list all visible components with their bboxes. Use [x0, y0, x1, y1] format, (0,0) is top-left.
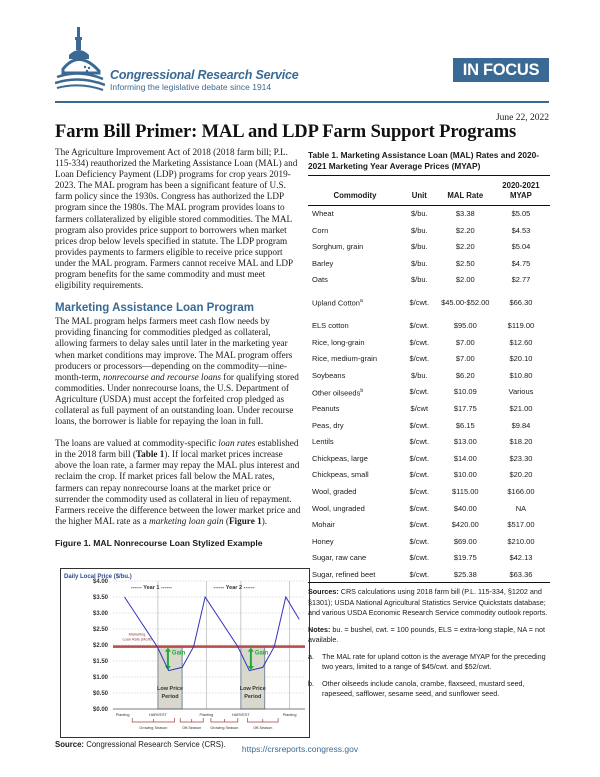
figure-title: Figure 1. MAL Nonrecourse Loan Stylized Example	[55, 537, 263, 548]
cell-commodity: ELS cotton	[312, 321, 349, 331]
table-1-reference: Table 1	[135, 449, 165, 460]
cell-mal-rate: $10.09	[453, 387, 477, 397]
cell-unit: $/cwt.	[409, 387, 430, 397]
svg-text:Low Price: Low Price	[157, 685, 184, 692]
cell-unit: $/cwt.	[409, 298, 430, 308]
period-label: Off-Season	[182, 726, 202, 730]
cell-commodity: Peanuts	[312, 403, 340, 413]
table-row	[308, 367, 550, 384]
table-row	[308, 467, 550, 484]
cell-mal-rate: $40.00	[453, 503, 477, 513]
header-divider	[55, 101, 549, 103]
col-commodity: Commodity	[308, 176, 400, 206]
cell-myap: $210.00	[507, 536, 535, 546]
cell-mal-rate: $2.20	[455, 225, 475, 235]
mal-rates-table	[308, 176, 550, 583]
cell-unit: $/bu.	[410, 258, 428, 268]
y-tick-label: $3.00	[92, 611, 108, 617]
cell-commodity: Chickpeas, large	[312, 453, 368, 463]
cell-commodity: Wheat	[312, 209, 334, 219]
table-row	[308, 288, 550, 317]
y-tick-label: $2.50	[92, 627, 108, 633]
table-row	[308, 206, 550, 223]
page-title: Farm Bill Primer: MAL and LDP Farm Support Programs	[55, 122, 517, 142]
col-mal-rate: MAL Rate	[439, 176, 492, 206]
cell-commodity: Sorghum, grain	[312, 242, 364, 252]
cell-mal-rate: $6.15	[455, 420, 475, 430]
cell-unit: $/cwt.	[409, 420, 430, 430]
cell-unit: $/cwt.	[409, 503, 430, 513]
cell-unit: $/bu.	[410, 225, 428, 235]
cell-mal-rate: $7.00	[455, 337, 475, 347]
cell-commodity: Rice, long-grain	[312, 337, 365, 347]
cell-mal-rate: $19.75	[453, 553, 477, 563]
cell-unit: $/cwt.	[409, 337, 430, 347]
table-row	[308, 222, 550, 239]
cell-commodity: Soybeans	[312, 370, 346, 380]
cell-commodity: Sugar, raw cane	[312, 553, 367, 563]
cell-unit: $/bu.	[410, 370, 428, 380]
figure-1-reference: Figure 1	[228, 515, 262, 526]
cell-mal-rate: $69.00	[453, 536, 477, 546]
y-tick-label: $1.50	[92, 659, 108, 665]
table-row	[308, 334, 550, 351]
table-row	[308, 517, 550, 534]
y-tick-label: $3.50	[92, 595, 108, 601]
cell-myap: $4.75	[511, 258, 531, 268]
cell-myap: $12.60	[509, 337, 533, 347]
svg-text:------ Year 1 ------: ------ Year 1 ------	[130, 585, 172, 591]
cell-mal-rate: $10.00	[453, 470, 477, 480]
table-header-row	[308, 176, 550, 206]
table-notes-text: Notes: bu. = bushel, cwt. = 100 pounds, ELS = extra-long staple, NA = not available.	[308, 624, 545, 645]
cell-mal-rate: $45.00-$52.00	[441, 298, 490, 308]
cell-mal-rate: $420.00	[451, 520, 479, 530]
cell-myap: $10.80	[509, 370, 533, 380]
cell-unit: $/cwt.	[409, 354, 430, 364]
cell-mal-rate: $115.00	[452, 486, 479, 496]
cell-mal-rate: $25.38	[439, 566, 492, 583]
cell-myap: $66.30	[509, 298, 533, 308]
cell-unit: $/cwt.	[409, 453, 430, 463]
cell-unit: $/cwt	[410, 403, 429, 413]
mal-loan-chart	[60, 568, 310, 738]
table-row	[308, 317, 550, 334]
period-label: Growing Season	[210, 726, 239, 730]
nonrecourse-term: nonrecourse and recourse loans	[102, 371, 221, 382]
table-row	[308, 384, 550, 401]
table-row	[308, 550, 550, 567]
cell-commodity: Chickpeas, small	[312, 470, 369, 480]
cell-mal-rate: $2.00	[455, 275, 475, 285]
svg-text:Low Price: Low Price	[239, 685, 266, 692]
cell-myap: $63.36	[492, 566, 550, 583]
cell-commodity: Upland Cotton$^a$	[312, 298, 363, 308]
svg-text:------ Year 2 ------: ------ Year 2 ------	[213, 585, 255, 591]
cell-myap: NA	[515, 503, 527, 513]
gain-label: Gain	[254, 650, 269, 657]
period-label: Off-Season	[253, 726, 273, 730]
cell-myap: $42.13	[509, 553, 533, 563]
cell-commodity: Lentils	[312, 437, 334, 447]
x-axis-label: Planting	[282, 713, 297, 717]
svg-text:Marketing: Marketing	[128, 632, 146, 637]
cell-mal-rate: $2.50	[455, 258, 475, 268]
x-axis-label: HARVEST	[148, 713, 167, 717]
right-column	[308, 150, 550, 706]
body-paragraph-2: The loans are valued at commodity-specific loan rates established in the 2018 farm bill (Table 1). If local market prices increase above the loan rate, a farmer may repay the MAL plus interest and reclaim the crop. If market prices fall below the MAL rates, farmers can repay nonrecourse loans at the market price or surrender the commodity used as collateral in lieu of repayment. Farmers receive the difference between the lower market price and the higher MAL rate as a marketing loan gain (Figure 1).	[55, 438, 301, 526]
cell-mal-rate: $6.20	[455, 370, 475, 380]
cell-myap: $23.30	[509, 453, 533, 463]
body-paragraph-1: The MAL program helps farmers meet cash flow needs by providing financing for commodities pledged as collateral, allowing farmers to delay sales until later in the marketing year when market conditions may improve. The MAL program offers producers or processors—depending on the commodity—nine-month-term, nonrecourse and recourse loans for qualifying stored commodities. Under nonrecourse loans, the U.S. Department of Agriculture (USDA) must accept the forfeited crop pledged as collateral as full payment of an outstanding loan. Under recourse loans, the borrower is liable for repaying the loan in full.	[55, 316, 299, 427]
x-axis-label: Planting	[115, 713, 130, 717]
cell-mal-rate: $13.00	[453, 437, 477, 447]
footnote-b: b. Other oilseeds include canola, crambe, flaxseed, mustard seed, rapeseed, safflower, sesame seed, and sunflower seed.	[308, 678, 525, 699]
cell-myap: $20.10	[509, 354, 533, 364]
cell-mal-rate: $3.38	[455, 209, 475, 219]
cell-unit: $/cwt.	[409, 553, 430, 563]
cell-commodity: Honey	[312, 536, 334, 546]
svg-text:Loan Rate (MLR): Loan Rate (MLR)	[122, 637, 152, 642]
period-label: Growing Season	[139, 726, 168, 730]
left-column	[55, 147, 303, 549]
line-chart-graphic	[61, 569, 309, 737]
capitol-dome-logo-icon	[55, 25, 105, 91]
cell-myap: $9.84	[511, 420, 531, 430]
cell-unit: $/bu.	[410, 242, 428, 252]
table-row	[308, 417, 550, 434]
table-notes	[308, 587, 550, 700]
col-unit: Unit	[400, 176, 439, 206]
cell-commodity: Wool, ungraded	[312, 503, 365, 513]
cell-commodity: Oats	[312, 275, 328, 285]
x-axis-label: Planting	[199, 713, 214, 717]
col-myap: 2020-2021 MYAP	[492, 176, 550, 206]
publication-date: June 22, 2022	[495, 113, 549, 123]
table-title: Table 1. Marketing Assistance Loan (MAL) Rates and 2020-2021 Marketing Year Average Prices (MYAP)	[308, 150, 550, 176]
cell-mal-rate: $95.00	[453, 321, 477, 331]
org-tagline: Informing the legislative debate since 1914	[110, 82, 272, 92]
cell-unit: $/bu.	[410, 209, 428, 219]
cell-myap: $4.53	[511, 225, 531, 235]
cell-commodity: Rice, medium-grain	[312, 354, 378, 364]
svg-text:Period: Period	[161, 693, 179, 700]
table-sources: Sources: CRS calculations using 2018 farm bill (P.L. 115-334, §1202 and §1301); USDA National Agricultural Statistics Service Quickstats database; and various USDA Economic Research Service commodity outlook reports.	[308, 587, 548, 618]
table-row	[308, 434, 550, 451]
in-focus-badge: IN FOCUS	[453, 58, 549, 82]
table-row	[308, 533, 550, 550]
table-row	[308, 239, 550, 256]
cell-mal-rate: $14.00	[453, 453, 477, 463]
table-row	[308, 566, 550, 583]
table-row	[308, 483, 550, 500]
table-row	[308, 272, 550, 289]
cell-mal-rate: $17.75	[453, 403, 477, 413]
y-tick-label: $4.00	[92, 579, 108, 585]
cell-commodity: Sugar, refined beet	[308, 566, 400, 583]
cell-commodity: Other oilseeds$^b$	[312, 387, 364, 398]
footnote-a: a. The MAL rate for upland cotton is the average MYAP for the preceding two years, limited to a range of $45/cwt. and $52/cwt.	[308, 651, 546, 672]
x-axis-label: HARVEST	[231, 713, 250, 717]
table-row	[308, 400, 550, 417]
cell-unit: $/cwt.	[409, 486, 430, 496]
cell-unit: $/cwt.	[409, 437, 430, 447]
cell-myap: $5.05	[511, 209, 531, 219]
gain-label: Gain	[171, 650, 186, 657]
cell-unit: $/bu.	[410, 275, 428, 285]
page-header	[55, 25, 549, 100]
y-tick-label: $0.00	[92, 707, 108, 713]
cell-myap: $119.00	[507, 321, 535, 331]
cell-commodity: Barley	[312, 258, 334, 268]
footer-url-link[interactable]: https://crsreports.congress.gov	[241, 744, 359, 754]
y-tick-label: $1.00	[92, 675, 108, 681]
table-row	[308, 500, 550, 517]
cell-myap: $20.20	[509, 470, 533, 480]
cell-commodity: Wool, graded	[312, 486, 357, 496]
intro-paragraph: The Agriculture Improvement Act of 2018 (2018 farm bill; P.L. 115-334) reauthorized the Marketing Assistance Loan (MAL) and Loan Deficiency Payment (LDP) programs for crop years 2019-2023. The MAL program has been a significant feature of U.S. farm policy since the 1930s. Congress has authorized the LDP program since the 1980s. The MAL program provides loans to farmers collateralized by eligible stored commodities. The MAL program also provides price support to borrowers when market prices drop below levels specified in statute. The LDP program provides payments to farmers eligible to receive price support under the MAL program. Farmers cannot receive MAL and LDP program benefits for the same commodity and must meet eligibility requirements.	[55, 147, 298, 291]
y-tick-label: $0.50	[92, 691, 108, 697]
table-row	[308, 450, 550, 467]
y-axis-title: Daily Local Price ($/bu.)	[64, 574, 132, 580]
cell-myap: $5.04	[511, 242, 531, 252]
cell-commodity: Corn	[312, 225, 329, 235]
cell-unit: $/cwt.	[409, 470, 430, 480]
cell-unit: $/cwt.	[409, 520, 430, 530]
figure-source: Source: Congressional Research Service (CRS).	[55, 740, 226, 749]
cell-myap: $166.00	[507, 486, 535, 496]
y-tick-label: $2.00	[92, 643, 108, 649]
price-line	[125, 597, 300, 671]
section-heading: Marketing Assistance Loan Program	[55, 302, 254, 315]
cell-unit: $/cwt.	[409, 536, 430, 546]
table-row	[308, 351, 550, 368]
cell-myap: Various	[508, 387, 534, 397]
cell-mal-rate: $7.00	[455, 354, 475, 364]
cell-myap: $2.77	[511, 275, 531, 285]
cell-unit: $/cwt.	[409, 321, 430, 331]
org-name: Congressional Research Service	[110, 68, 299, 82]
cell-myap: $21.00	[509, 403, 533, 413]
svg-text:Period: Period	[244, 693, 262, 700]
cell-unit: $/cwt.	[400, 566, 439, 583]
cell-mal-rate: $2.20	[455, 242, 475, 252]
cell-myap: $18.20	[509, 437, 533, 447]
cell-commodity: Mohair	[312, 520, 335, 530]
cell-commodity: Peas, dry	[312, 420, 344, 430]
cell-myap: $517.00	[507, 520, 535, 530]
table-row	[308, 255, 550, 272]
